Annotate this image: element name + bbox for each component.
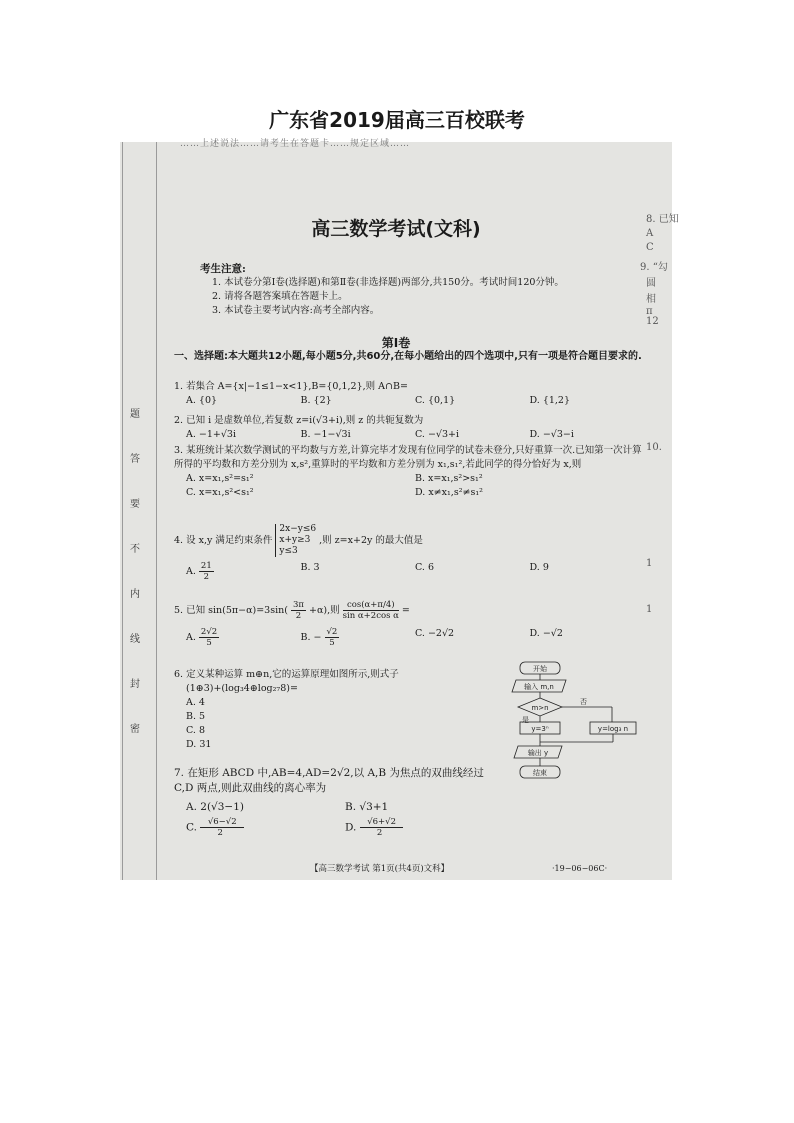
exam-title: 高三数学考试(文科) xyxy=(311,218,481,240)
constraint-system: 2x−y≤6 x+y≥3 y≤3 xyxy=(275,524,316,557)
seal-margin-text: 题 答 要 不 内 线 封 密 xyxy=(130,409,140,735)
page-title: 广东省2019届高三百校联考 xyxy=(269,108,525,132)
options: A. $\frac{2√2}{5}$ B. − $\frac{√2}{5}$ C. −2√2 D. −√2 xyxy=(186,627,563,648)
section-title: 第Ⅰ卷 xyxy=(381,336,411,350)
question-6: 6. 定义某种运算 m⊕n,它的运算原理如图所示,则式子 (1⊕3)+(log₃4⊕log₂₇8)= A. 4 B. 5 C. 8 D. 31 xyxy=(174,669,399,750)
svg-text:y=3ⁿ: y=3ⁿ xyxy=(531,725,549,733)
margin-line xyxy=(156,142,157,880)
options: A. x=x₁,s²=s₁² B. x=x₁,s²>s₁² xyxy=(186,473,483,484)
question-4: 4. 设 x,y 满足约束条件 2x−y≤6 x+y≥3 y≤3 ,则 z=x+2y 的最大值是 A. $\frac{21}{2}$ B. 3 C. 6 D. 9 xyxy=(174,524,644,582)
margin-line xyxy=(122,142,123,880)
svg-text:否: 否 xyxy=(580,698,587,706)
svg-text:y=log₃ n: y=log₃ n xyxy=(597,725,629,733)
svg-text:输入 m,n: 输入 m,n xyxy=(524,683,554,691)
question-1: 1. 若集合 A={x|−1≤1−x<1},B={0,1,2},则 A∩B= A. {0} B. {2} C. {0,1} D. {1,2} xyxy=(174,380,644,408)
question-3: 3. 某班统计某次数学测试的平均数与方差,计算完毕才发现有位同学的试卷未登分,只好重算一次.已知第一次计算所得的平均数和方差分别为 x,s²,重算时的平均数和方差分别为 x₁,s₁²,若此同学的得分恰好为 x,则 A. x=x₁,s²=s₁² B. x=x₁,s²>s₁² C. x=x₁,s²<s₁² D. x≠x₁,s²≠s₁² xyxy=(174,444,644,500)
options: A. $\frac{21}{2}$ B. 3 C. 6 D. 9 xyxy=(186,561,549,582)
exam-photo: ……上述说法……请考生在答题卡……规定区域…… 题 答 要 不 内 线 封 密 8. 已知 A C 9. “勾 圆 相 π 12 10. 1 1 高三数学考试(文科) 考生注意: 1. 本试卷分第Ⅰ卷(选择题)和第Ⅱ卷(非选择题)两部分,共150分。考试时间120分钟。 2. 请将各题答案填在答题卡上。 3. 本试卷主要考试内容:高考全部内容。 第Ⅰ卷 一、选择题:本大题共12小题,每小题5分,共60分,在每小题给出的四个选项中,只有一项是符合题目要求的. 1. 若集合 A={x|−1≤1−x<1},B={0,1,2},则 A∩B= A. {0} B. {2} C. {0,1} D. {1,2} 2. 已知 i 是虚数单位,若复数 z=i(√3+i),则 z 的共轭复数为 A. −1+√3i B. −1−√3i C. −√3+i D. −√3−i 3. 某班统计某次数学测试的平均数与方差,计算完毕才发现有位同学的试卷未登分,只好重算一次.已知第一次计算所得的平均数和方差分别为 x,s²,重算时的平均数和方差分别为 x₁,s₁²,若此同学的得分恰好为 x,则 A. x=x₁,s²=s₁² B. x=x₁,s²>s₁² C. x=x₁,s²<s₁² D. x≠x₁,s²≠s₁² 4. 设 x,y 满足约束条件 2x−y≤6 x+y≥3 y≤3 ,则 z=x+2y 的最大值是 A. $\frac{21}{2}$ B. 3 C. 6 D. 9 5. 已知 sin(5π−α)=3sin( $\frac{3\pi}{2}$ +α),则 $\frac{\cos(\alpha+\pi/4)}{\text{sin α+2cos α}}$ = A. $\frac{2√2}{5}$ B. − $\frac{√2}{5}$ C. −2√2 D. −√2 6. 定义某种运算 m⊕n,它的运算原理如图所示,则式子 (1⊕3)+(log₃4⊕log₂₇8)= A. 4 B. 5 C. 8 D. 31 开始 输入 m,n m>n 是 否 y=3ⁿ y=log₃ n 输出 y 结束 7. 在矩形 ABCD 中,AB=4,AD=2√2,以 A,B 为焦点的双曲线经过 C,D 两点,则此双曲线的离心率为 A. 2(√3−1) B. √3+1 C. $\frac{√6-√2}{2}$ D. $\frac{√6+√2}{2}$ 【高三数学考试 第1页(共4页)文科】 ·19−06−06C· xyxy=(120,142,672,880)
svg-text:输出 y: 输出 y xyxy=(527,749,549,757)
svg-text:m>n: m>n xyxy=(531,704,549,712)
svg-text:是: 是 xyxy=(522,716,529,724)
options: A. {0} B. {2} C. {0,1} D. {1,2} xyxy=(186,395,571,406)
options: A. −1+√3i B. −1−√3i C. −√3+i D. −√3−i xyxy=(186,429,574,440)
question-2: 2. 已知 i 是虚数单位,若复数 z=i(√3+i),则 z 的共轭复数为 A. −1+√3i B. −1−√3i C. −√3+i D. −√3−i xyxy=(174,414,644,442)
flowchart xyxy=(500,662,660,797)
options: C. $\frac{√6-√2}{2}$ D. $\frac{√6+√2}{2}$ xyxy=(174,817,504,838)
svg-text:结束: 结束 xyxy=(533,769,547,777)
top-strip: ……上述说法……请考生在答题卡……规定区域…… xyxy=(180,139,411,149)
page-footer: 【高三数学考试 第1页(共4页)文科】 xyxy=(310,864,450,874)
question-5: 5. 已知 sin(5π−α)=3sin( $\frac{3\pi}{2}$ +α),则 $\frac{\cos(\alpha+\pi/4)}{\text{sin α+2cos α}}$ = A. $\frac{2√2}{5}$ B. − $\frac{√2}{5}$ C. −2√2 D. −√2 xyxy=(174,600,644,648)
options: A. 2(√3−1) B. √3+1 xyxy=(186,801,389,813)
notice: 考生注意: 1. 本试卷分第Ⅰ卷(选择题)和第Ⅱ卷(非选择题)两部分,共150分。考试时间120分钟。 2. 请将各题答案填在答题卡上。 3. 本试卷主要考试内容:高考全部内容。 xyxy=(200,263,564,316)
svg-text:开始: 开始 xyxy=(533,665,547,673)
options: C. x=x₁,s²<s₁² D. x≠x₁,s²≠s₁² xyxy=(186,487,483,498)
question-7: 7. 在矩形 ABCD 中,AB=4,AD=2√2,以 A,B 为焦点的双曲线经过 C,D 两点,则此双曲线的离心率为 A. 2(√3−1) B. √3+1 C. $\frac{√6-√2}{2}$ D. $\frac{√6+√2}{2}$ xyxy=(174,766,504,838)
section-intro: 一、选择题:本大题共12小题,每小题5分,共60分,在每小题给出的四个选项中,只有一项是符合题目要求的. xyxy=(174,351,642,362)
exam-code: ·19−06−06C· xyxy=(552,864,608,873)
